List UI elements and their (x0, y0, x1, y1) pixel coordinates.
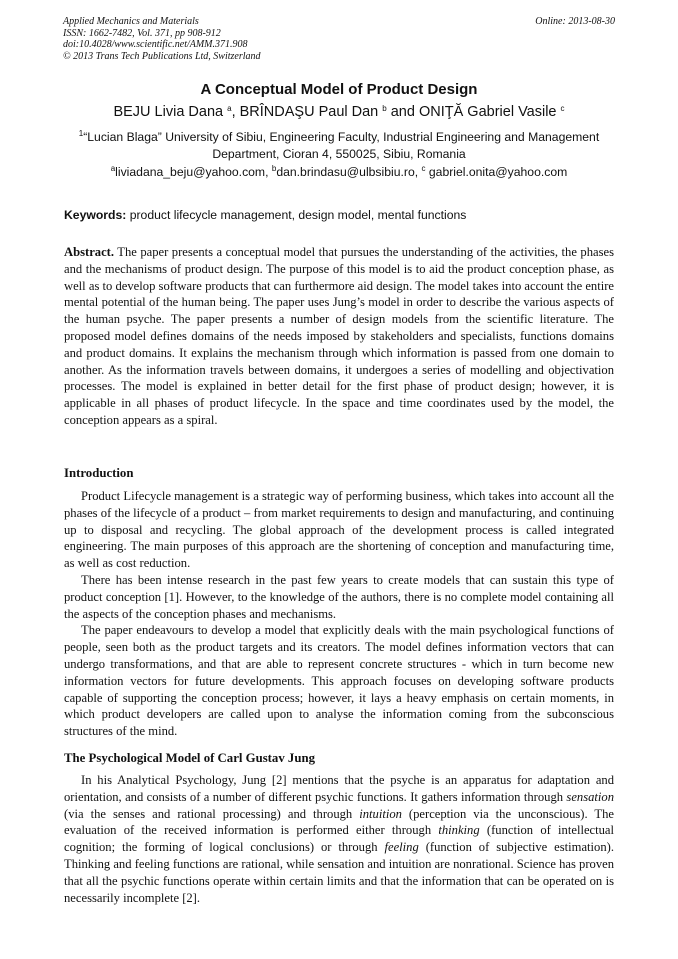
abstract-label: Abstract. (64, 245, 115, 259)
section-heading-introduction: Introduction (64, 466, 134, 480)
author-separator: , (231, 104, 240, 120)
author-list (0, 104, 678, 120)
paper-title: A Conceptual Model of Product Design (200, 81, 478, 98)
email-sup: c (421, 164, 426, 173)
italic-term: intuition (359, 806, 402, 821)
author-name: BRÎNDAŞU Paul Dan (239, 104, 383, 120)
introduction-body (64, 488, 614, 740)
abstract-text: The paper presents a conceptual model that pursues the understanding of the activities, the phases and the mechanisms of product design. The purpose of this model is to aid the product conception phase, as well as to develop software products that can furthermore aid design. The model takes into account the entire mental potential of the human being. The paper uses Jung’s model in order to describe the various aspects of the human psyche. The paper presents a number of design models from the scientific literature. The proposed model defines domains of the needs imposed by stakeholders and specialists, functions domains and product domains. It explains the mechanism through which information is passed from one domain to another. As the information travels between domains, it undergoes a series of modelling and objectivation processes. The model is explained in better detail for the first phase of product design; however, it is applicable in all phases of product lifecycle. In the space and time coordinates used by the model, the conception appears as a spiral. (64, 245, 614, 427)
email-link[interactable]: dan.brindasu@ulbsibiu.ro, (276, 165, 422, 179)
doi-line: doi:10.4028/www.scientific.net/AMM.371.908 (63, 39, 248, 50)
affiliation-text: “Lucian Blaga” University of Sibiu, Engineering Faculty, Industrial Engineering and Management Department, Cioran 4, 550025, Sibiu, Romania (83, 130, 600, 161)
email-sup: a (110, 164, 116, 173)
author-name: BEJU Livia Dana (113, 104, 228, 120)
email-sup: b (271, 164, 277, 173)
affiliation (60, 129, 618, 163)
affiliation-sup: 1 (78, 129, 84, 138)
section-heading-jung: The Psychological Model of Carl Gustav Jung (64, 751, 315, 765)
author-sup: c (560, 104, 565, 113)
paragraph: The paper endeavours to develop a model that explicitly deals with the main psychological functions of people, seen both as the product targets and its creators. The model defines information vectors that can undergo transformations, and that are able to represent concrete structures - which in turn become new information vectors for future developments. This approach focuses on developing software products capable of supporting the conception process; however, it lays a heavy emphasis on certain moments, in which product developers are called upon to analyse the information coming from the subconscious structures of the mind. (64, 623, 614, 739)
journal-header (63, 16, 615, 62)
italic-term: thinking (438, 823, 480, 838)
journal-name: Applied Mechanics and Materials (63, 16, 199, 27)
text-run: In his Analytical Psychology, Jung [2] mentions that the psyche is an apparatus for adaptation and orientation, and consists of a number of different psychic functions. It gathers information through (64, 773, 614, 804)
issn-line: ISSN: 1662-7482, Vol. 371, pp 908-912 (63, 27, 221, 39)
abstract (64, 244, 614, 429)
email-link[interactable]: gabriel.onita@yahoo.com (425, 165, 568, 179)
author-name: ONIŢĂ Gabriel Vasile (418, 104, 561, 120)
keywords (64, 208, 616, 222)
author-separator: and (386, 104, 419, 120)
keywords-label: Keywords: (64, 208, 127, 222)
text-run: (function of subjective estimation). Thinking and feeling functions are rational, while sensation and intuition are nonrational. Science has proven that all the psychic functions operate within certain limits and that the information that can be operated on is necessarily incomplete [2]. (64, 840, 614, 905)
keywords-text: product lifecycle management, design model, mental functions (126, 208, 467, 222)
author-sup: a (227, 104, 232, 113)
text-run: (via the senses and rational processing) and through (64, 806, 360, 821)
jung-body (64, 772, 614, 906)
online-date: Online: 2013-08-30 (535, 16, 615, 27)
author-emails (0, 165, 678, 179)
email-link[interactable]: liviadana_beju@yahoo.com, (115, 165, 272, 179)
text-run: (function of intellectual cognition; the forming of logical conclusions) or through (64, 823, 615, 855)
copyright-line: © 2013 Trans Tech Publications Ltd, Switzerland (63, 50, 261, 62)
italic-term: sensation (566, 789, 614, 804)
paragraph: There has been intense research in the past few years to create models that can sustain this type of product conception [1]. However, to the knowledge of the authors, there is no complete model containing all the aspects of the conception phases and mechanisms. (64, 572, 614, 621)
paragraph (64, 772, 614, 906)
author-sup: b (382, 104, 387, 113)
text-run: (perception via the unconscious). The evaluation of the received information is performed either through (64, 806, 614, 838)
paragraph: Product Lifecycle management is a strategic way of performing business, which takes into account all the phases of the lifecycle of a product – from market requirements to design and manufacturing, and continuing up to disposal and recycling. The global approach of the development process is called integrated engineering. The main purposes of this approach are the shortening of conception and manufacturing time, as well as cost reduction. (64, 489, 614, 571)
italic-term: feeling (384, 840, 419, 855)
